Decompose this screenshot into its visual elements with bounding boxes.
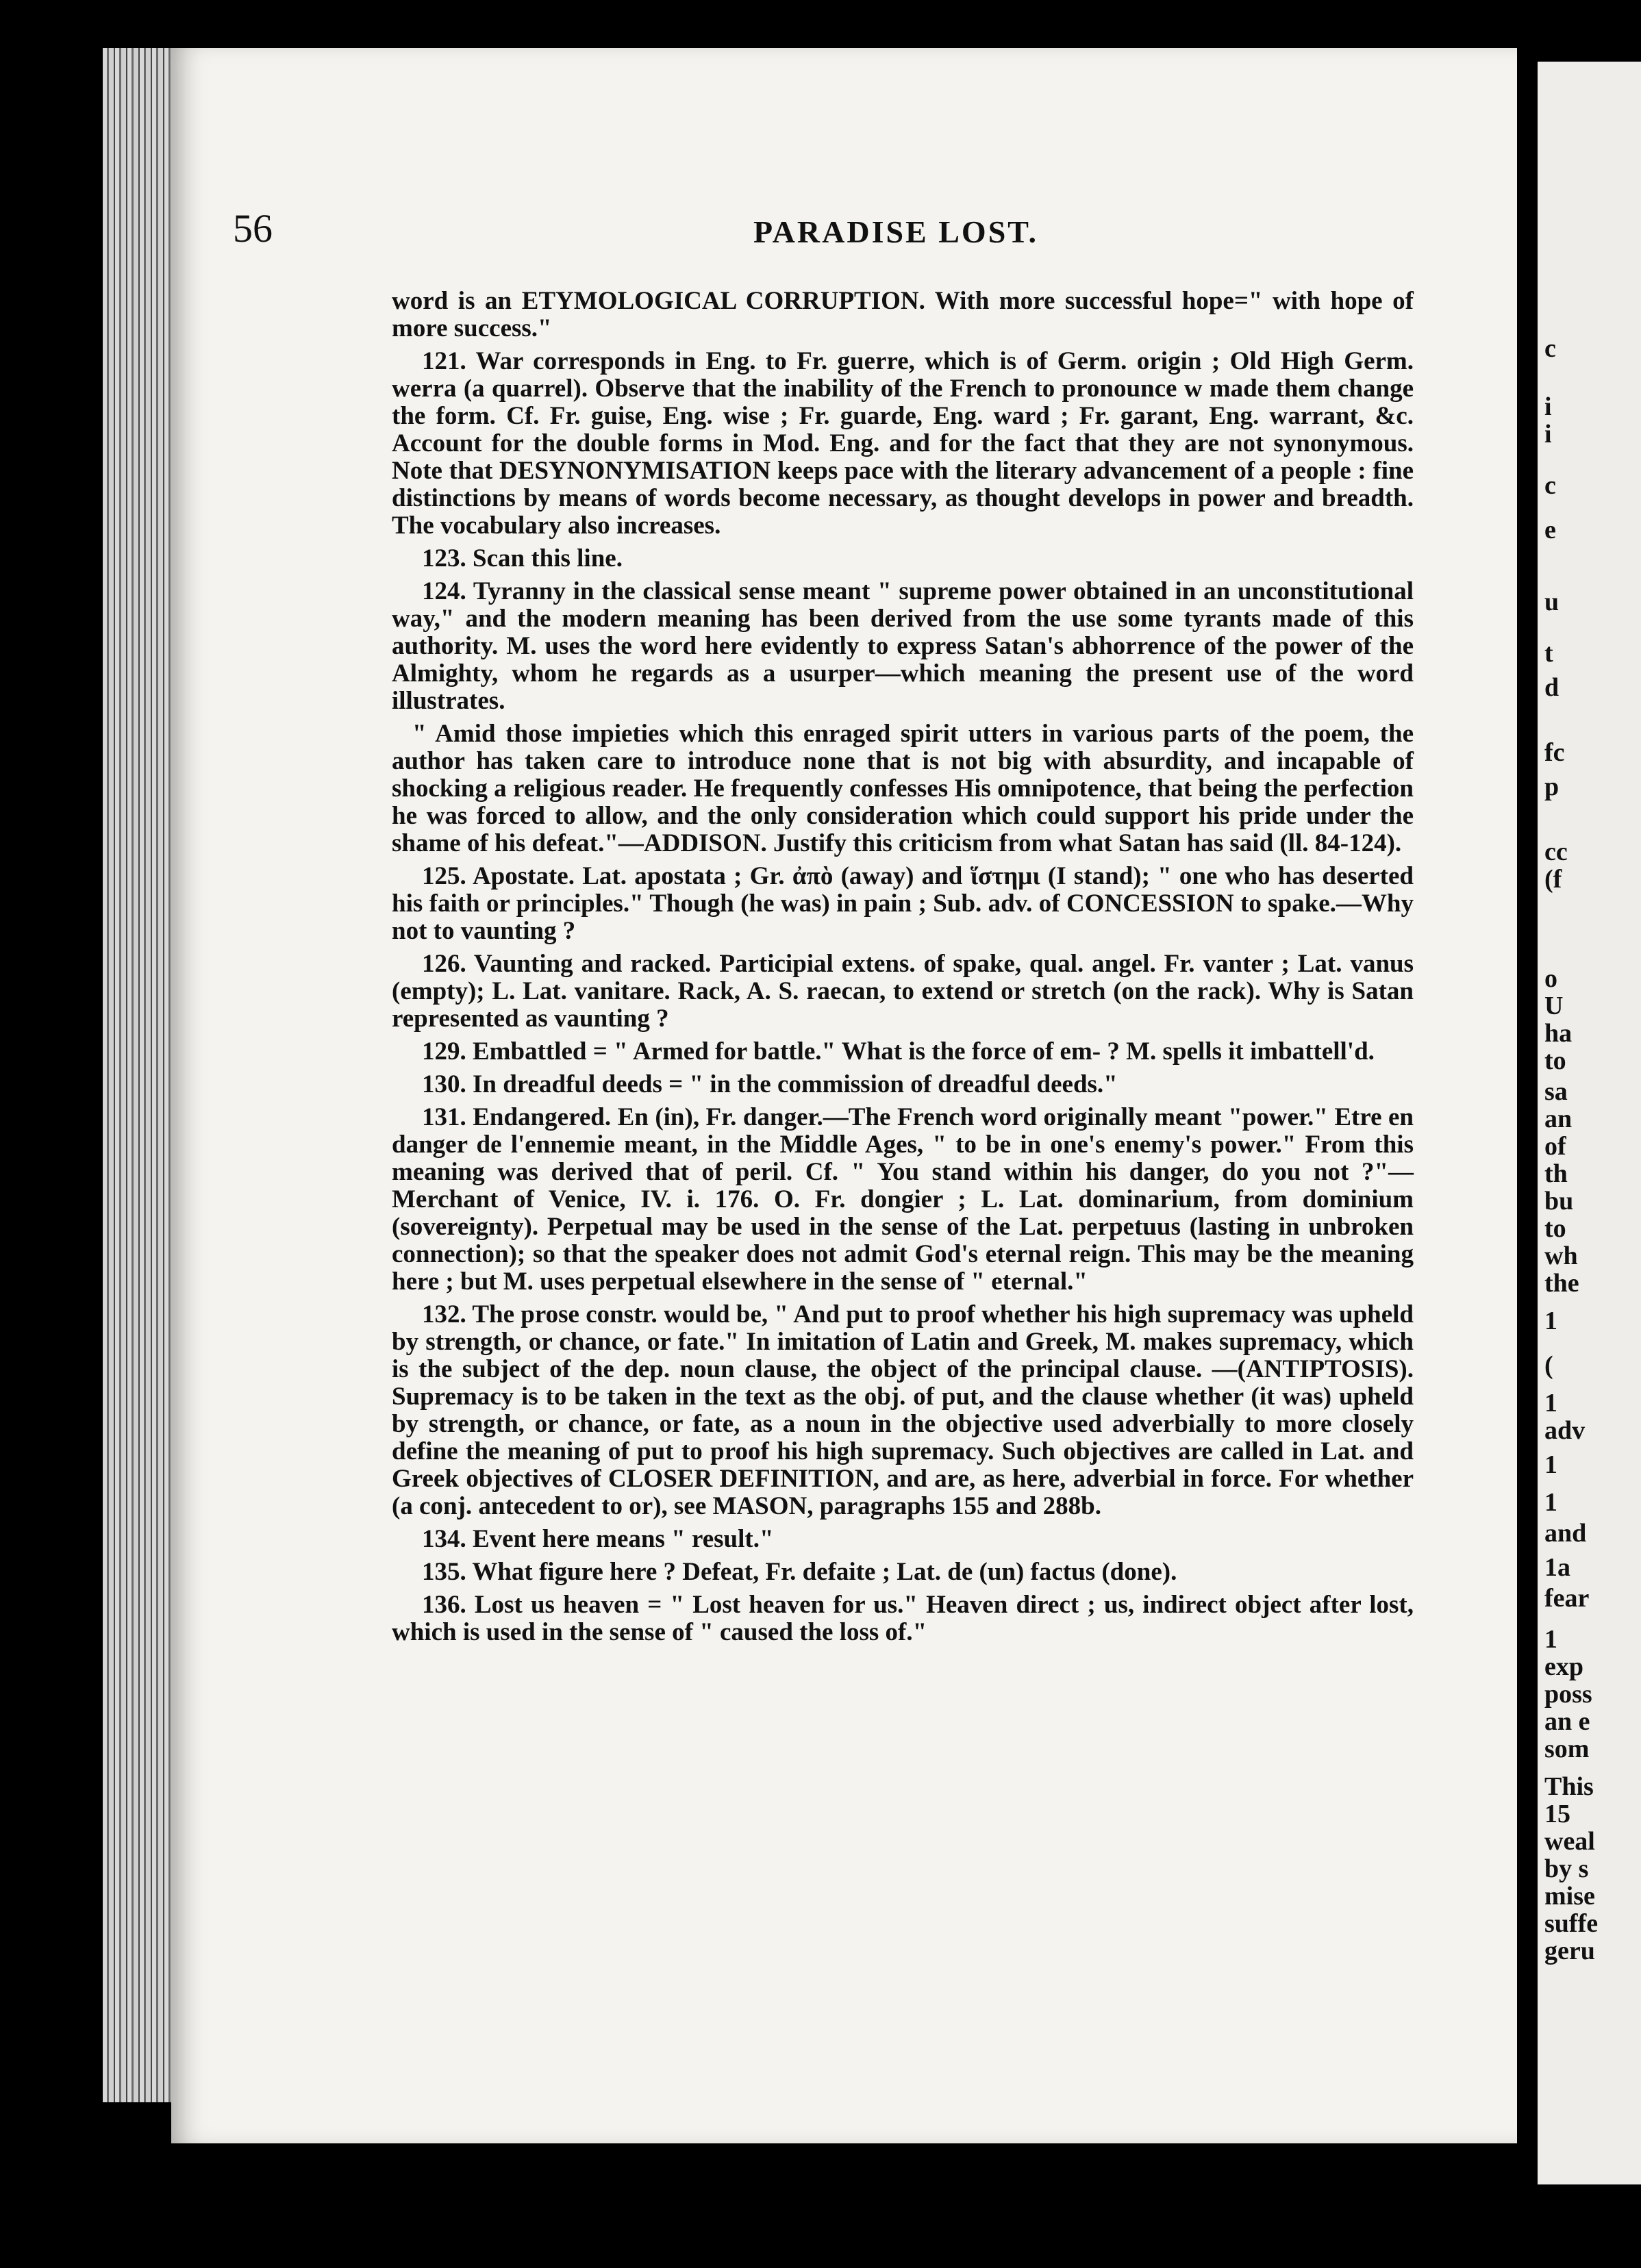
facing-fragment: mise [1544,1882,1595,1911]
facing-fragment: ha [1544,1019,1573,1048]
facing-fragment: geru [1544,1937,1595,1965]
facing-fragment: suffe [1544,1909,1599,1938]
facing-fragment: o [1544,964,1557,993]
facing-fragment: to [1544,1214,1566,1243]
note-121: 121. War corresponds in Eng. to Fr. guerre, which is of Germ. origin ; Old High Germ. werra (a quarrel). Observe that the inability of the French to pronounce w made them change the form. Cf. Fr. guise, Eng. wise ; Fr. guarde, Eng. ward ; Fr. garant, Eng. warrant, &c. Account for the double forms in Mod. Eng. and for the fact that they are not synonymous. Note that DESYNONYMISATION keeps pace with the literary advancement of a people : fine distinctions by means of words become necessary, as thought develops in power and breadth. The vocabulary also increases. [392,347,1414,540]
facing-fragment: to [1544,1046,1566,1075]
facing-fragment: and [1544,1519,1587,1548]
note-136: 136. Lost us heaven = " Lost heaven for us." Heaven direct ; us, indirect object after lost, which is used in the sense of " caused the loss of." [392,1591,1414,1646]
note-125: 125. Apostate. Lat. apostata ; Gr. ἀπὸ (away) and ἵστημι (I stand); " one who has deserted his faith or principles." Though (he was) in pain ; Sub. adv. of CONCESSION to spake.—Why not to vaunting ? [392,862,1414,945]
facing-fragment: fc [1544,738,1565,767]
facing-fragment: 1 [1544,1625,1557,1654]
facing-fragment: fear [1544,1584,1590,1613]
facing-fragment: an [1544,1105,1573,1133]
note-129: 129. Embattled = " Armed for battle." What is the force of em- ? M. spells it imbattell'd. [422,1037,1375,1066]
running-title: PARADISE LOST. [753,214,1039,249]
facing-fragment: e [1544,516,1556,544]
annotation-text [392,288,1414,1652]
facing-fragment: c [1544,471,1556,500]
addison-quote: " Amid those impieties which this enraged spirit utters in various parts of the poem, the author has taken care to introduce none that is not big with absurdity, and incapable of shocking a religious reader. He frequently confesses His omnipotence, that being the perfection he was forced to allow, and the only consideration which could support his pride under the shame of his defeat."—ADDISON. Justify this criticism from what Satan has said (ll. 84-124). [392,720,1414,857]
facing-fragment: som [1544,1735,1590,1763]
facing-fragment: 1 [1544,1450,1557,1479]
facing-fragment: d [1544,673,1559,702]
facing-fragment: 1a [1544,1553,1570,1582]
facing-fragment: cc [1544,837,1568,866]
note-134: 134. Event here means " result." [422,1525,774,1553]
facing-fragment: 1 [1544,1389,1557,1418]
facing-fragment: 1 [1544,1488,1557,1517]
facing-fragment: wh [1544,1242,1578,1270]
facing-fragment: p [1544,772,1559,801]
facing-fragment: ( [1544,1351,1553,1380]
facing-fragment: U [1544,992,1564,1020]
page-header [0,205,1641,251]
note-123: 123. Scan this line. [422,544,623,572]
note-124: 124. Tyranny in the classical sense meant " supreme power obtained in an unconstitutional way," and the modern meaning has been derived from the use some tyrants made of this authority. M. uses the word here evidently to express Satan's abhorrence of the power of the Almighty, whom he regards as a usurper—which meaning the present use of the word illustrates. [392,577,1414,715]
page-number: 56 [233,206,273,251]
facing-fragment: by s [1544,1854,1589,1883]
note-132: 132. The prose constr. would be, " And put to proof whether his high supremacy was upheld by strength, or chance, or fate." In imitation of Latin and Greek, M. makes supremacy, which is the subject of the dep. noun clause, the object of the principal clause. —(ANTIPTOSIS). Supremacy is to be taken in the text as the obj. of put, and the clause whether (it was) upheld by strength, or chance, or fate, as a noun in the objective used adverbially to more closely define the meaning of put to proof his high supremacy. Such objectives are called in Lat. and Greek objectives of CLOSER DEFINITION, and are, as here, adverbial in force. For whether (a conj. antecedent to or), see MASON, paragraphs 155 and 288b. [392,1300,1414,1520]
facing-fragment: t [1544,639,1553,668]
facing-fragment: weal [1544,1827,1595,1856]
facing-page-fragment [1538,62,1641,2184]
facing-fragment: u [1544,588,1559,616]
note-126: 126. Vaunting and racked. Participial extens. of spake, qual. angel. Fr. vanter ; Lat. vanus (empty); L. Lat. vanitare. Rack, A. S. raecan, to extend or stretch (on the rack). Why is Satan represented as vaunting ? [392,950,1414,1033]
facing-fragment: This [1544,1772,1594,1801]
facing-fragment: poss [1544,1680,1592,1709]
facing-fragment: exp [1544,1652,1583,1681]
facing-fragment: sa [1544,1077,1568,1106]
facing-fragment: adv [1544,1416,1586,1445]
facing-fragment: the [1544,1269,1579,1298]
facing-fragment: (f [1544,865,1562,894]
facing-fragment: 1 [1544,1307,1557,1335]
note-130: 130. In dreadful deeds = " in the commission of dreadful deeds." [422,1070,1118,1098]
note-135: 135. What figure here ? Defeat, Fr. defaite ; Lat. de (un) factus (done). [422,1558,1177,1586]
book-page-edges [103,48,171,2102]
facing-fragment: i [1544,392,1552,421]
facing-fragment: th [1544,1159,1568,1188]
facing-fragment: 15 [1544,1800,1570,1828]
facing-fragment: bu [1544,1187,1574,1215]
facing-fragment: i [1544,420,1552,449]
facing-fragment: of [1544,1132,1566,1161]
facing-fragment: an e [1544,1707,1590,1736]
note-131: 131. Endangered. En (in), Fr. danger.—The French word originally meant "power." Etre en danger de l'ennemie meant, in the Middle Ages, " to be in one's enemy's power." From this meaning was derived that of peril. Cf. " You stand within his danger, do you not ?"—Merchant of Venice, IV. i. 176. O. Fr. dongier ; L. Lat. dominarium, from dominium (sovereignty). Perpetual may be used in the sense of the Lat. perpetuus (lasting in unbroken connection); so that the speaker does not admit God's eternal reign. This may be the meaning here ; but M. uses perpetual elsewhere in the sense of " eternal." [392,1103,1414,1296]
paragraph-continuation: word is an ETYMOLOGICAL CORRUPTION. With more successful hope=" with hope of more success." [392,287,1414,342]
facing-fragment: c [1544,334,1556,363]
